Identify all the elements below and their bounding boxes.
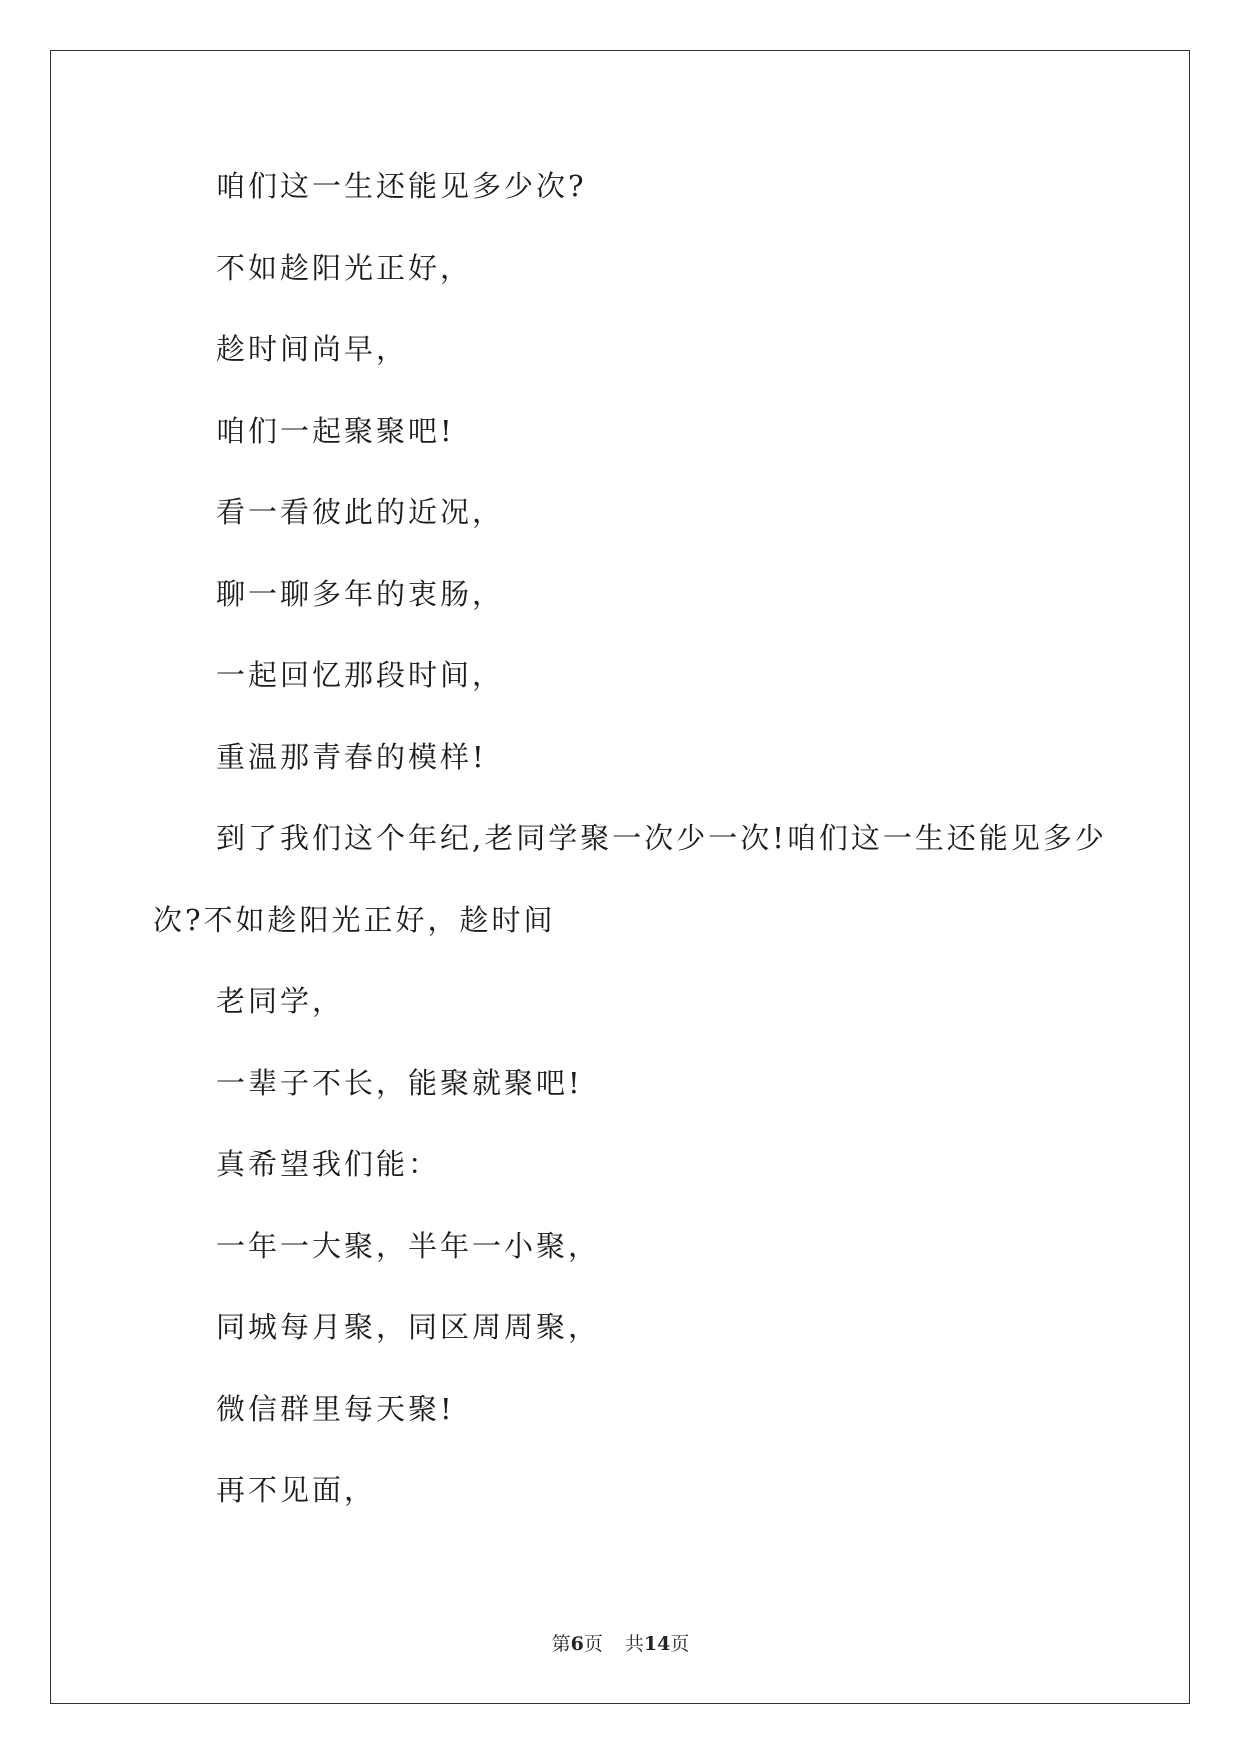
text-line: 不如趁阳光正好， [216,250,473,285]
page-prefix: 第 [551,1633,571,1655]
text-line: 再不见面， [216,1473,377,1507]
page-suffix: 页 [583,1633,603,1655]
text-line: 同城每月聚，同区周周聚， [216,1310,601,1344]
text-line: 一年一大聚，半年一小聚， [216,1228,601,1263]
text-line: 咱们这一生还能见多少次? [216,169,587,203]
text-line: 真希望我们能： [216,1147,441,1181]
text-line: 到了我们这个年纪,老同学聚一次少一次!咱们这一生还能见多少 [216,821,1107,855]
text-line: 微信群里每天聚! [216,1391,455,1426]
text-line: 老同学， [216,984,345,1018]
text-line: 一起回忆那段时间， [216,658,505,692]
text-line: 次?不如趁阳光正好，趁时间 [153,902,556,937]
page-footer [0,1632,1241,1656]
text-line: 重温那青春的模样! [216,739,487,774]
total-pages: 14 [643,1633,671,1655]
text-line: 一辈子不长，能聚就聚吧! [216,1065,583,1100]
page-number: 6 [570,1633,584,1655]
text-line: 看一看彼此的近况， [216,495,505,529]
text-line: 咱们一起聚聚吧! [216,413,455,448]
text-line: 趁时间尚早， [216,332,409,366]
text-line: 聊一聊多年的衷肠， [216,576,505,611]
total-suffix: 页 [670,1633,690,1655]
total-prefix: 共 [624,1633,644,1655]
document-body [153,166,1113,1552]
